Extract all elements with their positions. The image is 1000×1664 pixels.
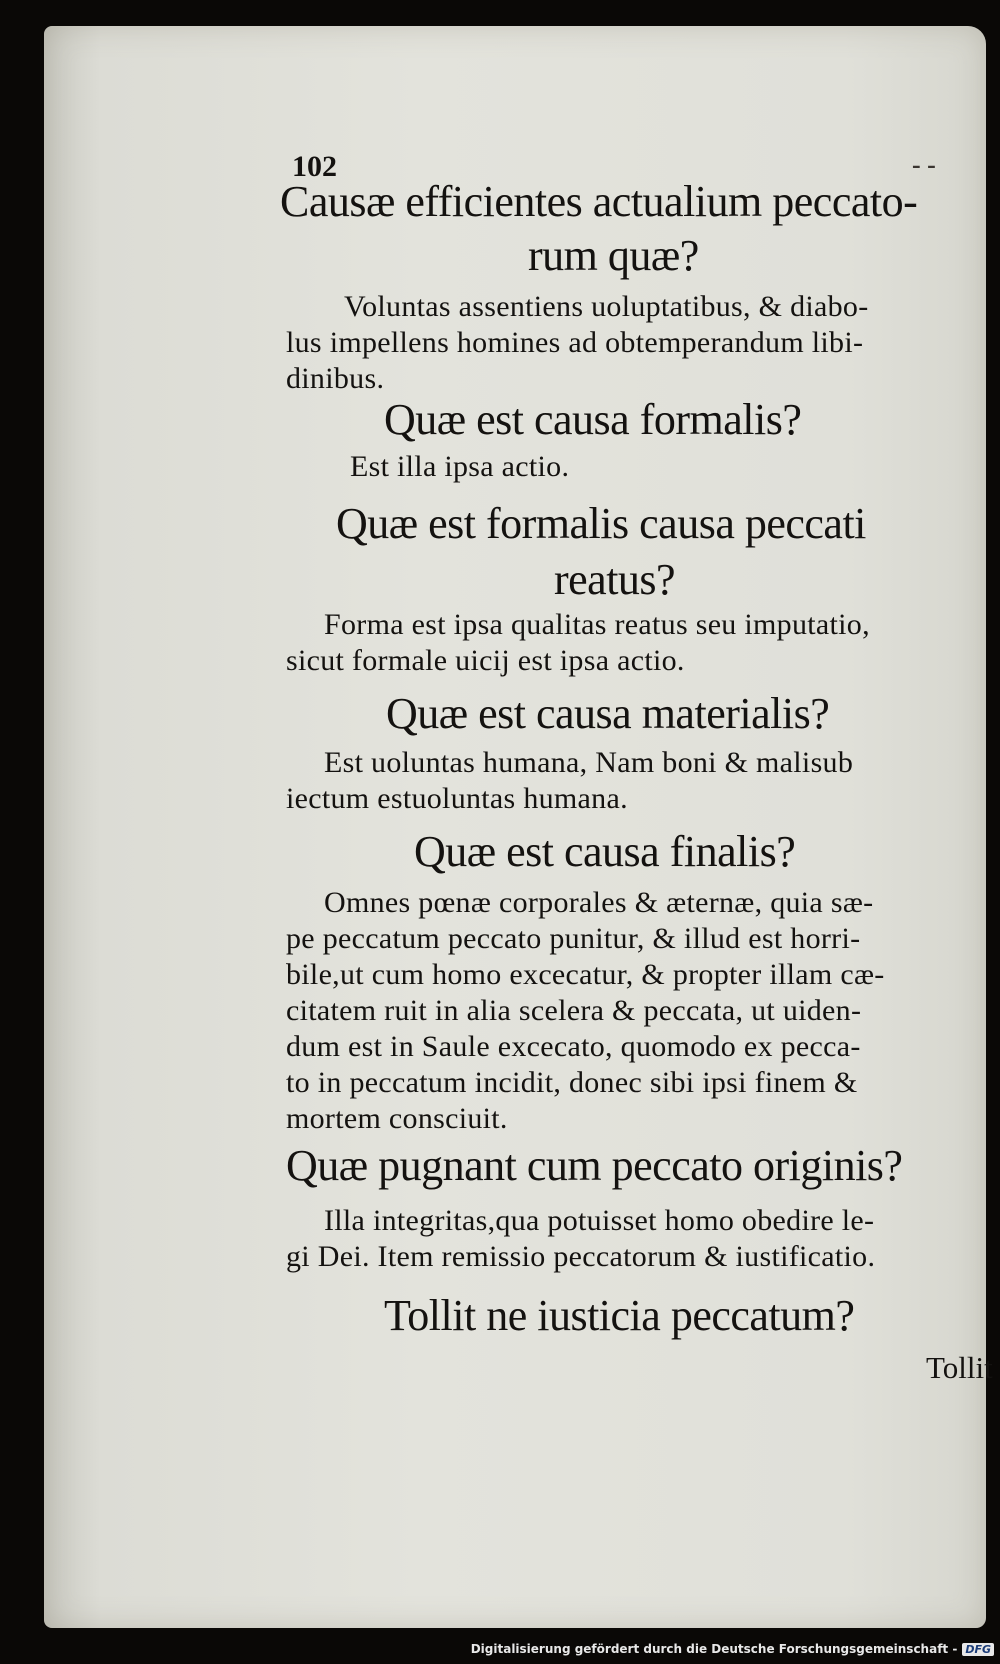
heading-line: rum quæ? xyxy=(528,231,699,280)
body-line: iectum estuoluntas humana. xyxy=(286,782,628,815)
digitization-credit xyxy=(470,1638,994,1660)
heading-line: Causæ efficientes actualium peccato- xyxy=(280,177,918,226)
body-line: Voluntas assentiens uoluptatibus, & diabo- xyxy=(344,290,869,323)
body-line: Omnes pœnæ corporales & æternæ, quia sæ- xyxy=(324,886,874,919)
body-line: dinibus. xyxy=(286,362,385,395)
dfg-logo: DFG xyxy=(962,1643,994,1656)
credit-text: Digitalisierung gefördert durch die Deutsche Forschungsgemeinschaft - xyxy=(470,1642,958,1656)
body-line: citatem ruit in alia scelera & peccata, ut uiden- xyxy=(286,994,862,1027)
body-line: Est uoluntas humana, Nam boni & malisub xyxy=(324,746,854,779)
body-line: to in peccatum incidit, donec sibi ipsi finem & xyxy=(286,1066,858,1099)
body-line: dum est in Saule excecato, quomodo ex pecca- xyxy=(286,1030,861,1063)
header-dashes: - - xyxy=(912,150,936,179)
body-line: pe peccatum peccato punitur, & illud est horri- xyxy=(286,922,861,955)
body-line: lus impellens homines ad obtemperandum libi- xyxy=(286,326,864,359)
body-line: mortem consciuit. xyxy=(286,1102,508,1135)
body-line: bile,ut cum homo excecatur, & propter illam cæ- xyxy=(286,958,885,991)
body-line: sicut formale uicij est ipsa actio. xyxy=(286,644,685,677)
heading-line: Quæ est causa finalis? xyxy=(414,827,796,876)
catchword: Tollit xyxy=(926,1350,993,1385)
heading-line: Tollit ne iusticia peccatum? xyxy=(384,1291,855,1340)
heading-line: Quæ est causa materialis? xyxy=(386,689,830,738)
heading-line: reatus? xyxy=(554,555,676,604)
heading-line: Quæ est causa formalis? xyxy=(384,395,802,444)
book-page xyxy=(44,26,993,1628)
heading-line: Quæ pugnant cum peccato originis? xyxy=(286,1141,903,1190)
body-line: Est illa ipsa actio. xyxy=(350,450,570,483)
body-line: Forma est ipsa qualitas reatus seu imputatio, xyxy=(324,608,870,641)
body-line: Illa integritas,qua potuisset homo obedire le- xyxy=(324,1204,875,1237)
body-line: gi Dei. Item remissio peccatorum & iustificatio. xyxy=(286,1240,876,1273)
heading-line: Quæ est formalis causa peccati xyxy=(336,499,866,548)
page-number: 102 xyxy=(292,150,337,183)
